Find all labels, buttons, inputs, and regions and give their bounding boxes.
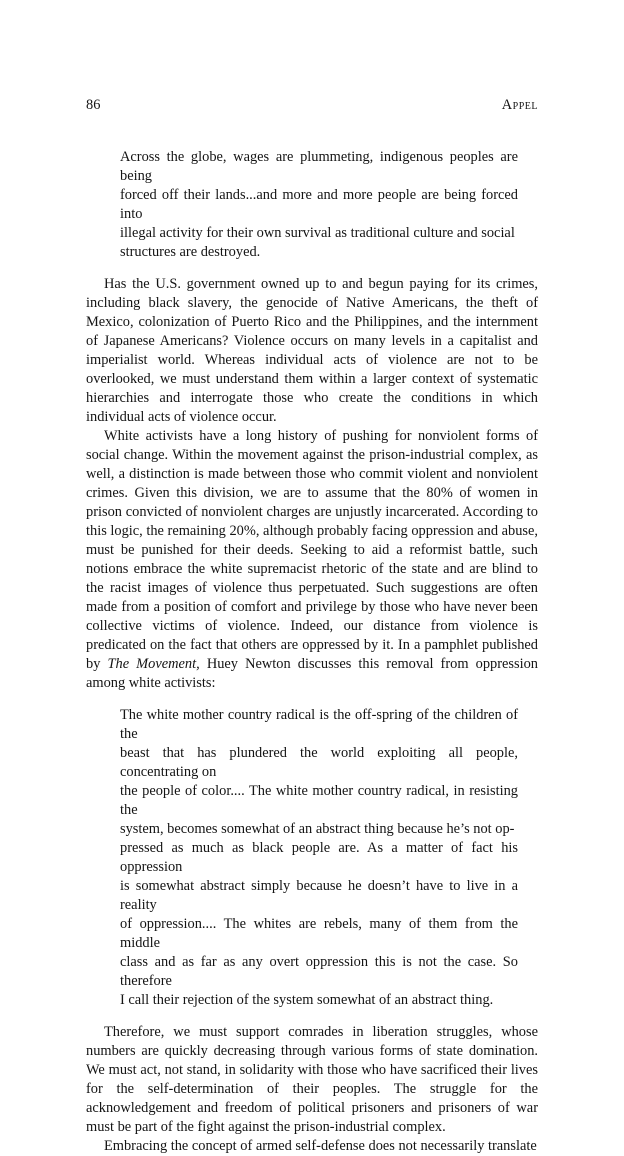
page-number: 86 bbox=[86, 97, 101, 113]
paragraph-1: Has the U.S. government owned up to and begun paying for its crimes, including black slavery, the genocide of Native Americans, the theft of Mexico, colonization of Puerto Rico and the Philippines, and the internment of Japanese Americans? Violence occurs on many levels in a capitalist and imperialist world. Whereas individual acts of violence are not to be overlooked, we must understand them within a larger context of systematic hierarchies and interrogate those who create the conditions in which individual acts of violence occur. bbox=[86, 276, 538, 425]
quote-line: of oppression.... The whites are rebels, many of them from the middle bbox=[120, 916, 518, 951]
block-quote-1 bbox=[120, 148, 518, 262]
quote-line: system, becomes somewhat of an abstract thing because he’s not op- bbox=[120, 821, 515, 837]
quote-line: class and as far as any overt oppression this is not the case. So therefore bbox=[120, 954, 518, 989]
page-body bbox=[86, 148, 538, 1156]
paragraph-3: Therefore, we must support comrades in liberation struggles, whose numbers are quickly decreasing through various forms of state domination. We must act, not stand, in solidarity with those who have sacrificed their lives for the self-determination of their peoples. The struggle for the acknowledgement and freedom of political prisoners and prisoners of war must be part of the fight against the prison-industrial complex. bbox=[86, 1024, 538, 1135]
paragraph-2 bbox=[86, 427, 538, 693]
quote-line: The white mother country radical is the off-spring of the children of the bbox=[120, 707, 518, 742]
quote-line: illegal activity for their own survival as traditional culture and social bbox=[120, 225, 515, 241]
quote-line: I call their rejection of the system somewhat of an abstract thing. bbox=[120, 992, 494, 1008]
quote-line: structures are destroyed. bbox=[120, 244, 261, 260]
quote-line: Across the globe, wages are plummeting, indigenous peoples are being bbox=[120, 149, 518, 184]
block-quote-2 bbox=[120, 706, 518, 1010]
publication-title: The Movement, bbox=[107, 656, 200, 672]
page-header bbox=[86, 96, 538, 116]
quote-line: the people of color.... The white mother country radical, in resisting the bbox=[120, 783, 518, 818]
quote-line: beast that has plundered the world exploiting all people, concentrating on bbox=[120, 745, 518, 780]
paragraph-2-text-end: Huey Newton discusses this removal from oppression among white activists: bbox=[86, 656, 538, 691]
paragraph-4: Embracing the concept of armed self-defense does not necessarily translate bbox=[104, 1138, 537, 1154]
paragraph-2-text: White activists have a long history of pushing for nonviolent forms of social change. Within the movement against the prison-industrial complex, as well, a distinction is made between those who commit violent and nonviolent crimes. Given this division, we are to assume that the 80% of women in prison convicted of nonviolent charges are unjustly incarcerated. According to this logic, the remaining 20%, although probably facing oppression and abuse, must be punished for their deeds. Seeking to aid a reformist battle, such notions embrace the white supremacist rhetoric of the state and are blind to the racist images of violence thus perpetuated. Such suggestions are often made from a position of comfort and privilege by those who have never been collective victims of violence. Indeed, our distance from violence is predicated on the fact that others are oppressed by it. In a pamphlet published by bbox=[86, 428, 539, 672]
quote-line: is somewhat abstract simply because he doesn’t have to live in a reality bbox=[120, 878, 518, 913]
running-head: Appel bbox=[501, 97, 538, 113]
quote-line: forced off their lands...and more and more people are being forced into bbox=[120, 187, 518, 222]
quote-line: pressed as much as black people are. As a matter of fact his oppression bbox=[120, 840, 518, 875]
